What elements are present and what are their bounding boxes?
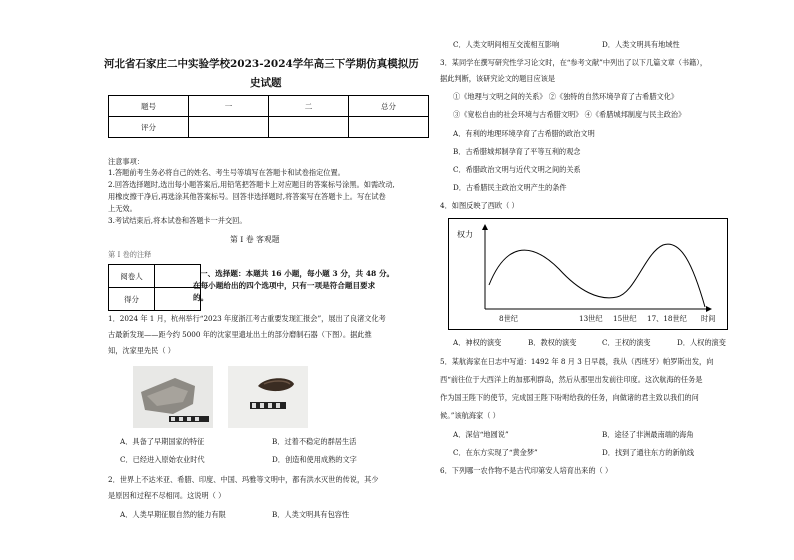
note-line: 1.答题前考生务必将自己的姓名、考生号等填写在答题卡和试卷指定位置。 [108, 168, 345, 177]
q4-option-c[interactable]: C．王权的演变 [602, 338, 651, 347]
q3-option-d[interactable]: D．古希腊民主政治文明产生的条件 [453, 183, 567, 192]
q1-stem: 知，沈家里先民（ ） [108, 346, 175, 355]
q4-tick-label: 15世纪 [613, 314, 637, 323]
q3-stem: 据此判断，该研究论文的题目应该是 [440, 74, 556, 83]
q6-stem: 6．下列哪一农作物不是古代印第安人培育出来的（ ） [440, 466, 613, 475]
q1-option-b[interactable]: B．过着不稳定的群居生活 [272, 437, 357, 446]
q5-option-a[interactable]: A．深信“地圆说” [453, 430, 509, 439]
q3-option-c[interactable]: C．希腊政治文明与近代文明之间的关系 [453, 165, 581, 174]
q4-option-a[interactable]: A．神权的演变 [453, 338, 502, 347]
q2-option-c[interactable]: C．人类文明间相互交流相互影响 [453, 40, 560, 49]
stone-tool-photo-2 [228, 366, 308, 428]
note-line: 3.考试结束后,将本试卷和答题卡一并交回。 [108, 216, 247, 225]
review-score-label: 得分 [109, 288, 155, 311]
part-heading: 一、选择题：本题共 16 小题，每小题 3 分，共 48 分。 [200, 269, 395, 278]
reviewer-label: 阅卷人 [109, 265, 155, 288]
q4-ylabel: 权力 [457, 230, 473, 239]
score-table [108, 95, 429, 138]
score-header-number: 题号 [109, 96, 189, 117]
notes-heading: 注意事项： [108, 157, 144, 166]
page-title-line2: 史试题 [250, 77, 282, 89]
q5-stem: 5．某航海家在日志中写道：1492 年 8 月 3 日早晨，我从（西班牙）帕罗斯出发，向 [440, 357, 714, 366]
q5-stem: 候。”该航海家（ ） [440, 411, 500, 420]
note-line: 用橡皮擦干净后,再选涂其他答案标号。回答非选择题时,将答案写在答题卡上。写在试卷 [108, 192, 386, 201]
q2-option-b[interactable]: B．人类文明具有包容性 [272, 510, 350, 519]
q4-tick-label: 13世纪 [579, 314, 603, 323]
q3-option-a[interactable]: A．有利的地理环境孕育了古希腊的政治文明 [453, 129, 595, 138]
q2-option-d[interactable]: D．人类文明具有地域性 [602, 40, 680, 49]
page-title-line1: 河北省石家庄二中实验学校2023-2024学年高三下学期仿真模拟历 [104, 58, 419, 70]
q4-figure [448, 218, 728, 330]
q5-option-c[interactable]: C．在东方实现了“黄金梦” [453, 448, 538, 457]
section-note: 第 I 卷的注释 [108, 250, 152, 259]
q3-reference: ①《地理与文明之间的关系》 ②《独特的自然环境孕育了古希腊文化》 [453, 92, 679, 101]
q2-option-a[interactable]: A．人类早期征服自然的能力有限 [120, 510, 226, 519]
q3-stem: 3．某同学在撰写研究性学习论文时，在“参考文献”中列出了以下几篇文章（书籍）， [440, 58, 708, 67]
q4-option-b[interactable]: B．教权的演变 [528, 338, 577, 347]
q5-stem: 作为国王陛下的使节，完成国王陛下吩咐给我的任务，向做诸的君主致以我们的问 [440, 393, 699, 402]
q1-stem: 1．2024 年 1 月，杭州举行“2023 年度浙江考古重要发现汇报会”，展出了良渚文化考 [108, 314, 386, 323]
score-row-label: 评分 [109, 117, 189, 138]
score-cell [269, 117, 349, 138]
section-title: 第 I 卷 客观题 [230, 235, 280, 244]
score-header-part2: 二 [269, 96, 349, 117]
score-cell [349, 117, 429, 138]
q5-stem: 西“前往位于大西洋上的加那利群岛，然后从那里出发前往印度。这次航海的任务是 [440, 375, 703, 384]
q1-option-d[interactable]: D．创造和使用成熟的文字 [272, 455, 357, 464]
part-heading: 在每小题给出的四个选项中，只有一项是符合题目要求 [193, 281, 376, 290]
part-heading: 的。 [193, 293, 209, 302]
q4-tick-label: 17、18世纪 [647, 314, 687, 323]
review-box [108, 264, 201, 311]
note-line: 2.回答选择题时,选出每小题答案后,用铅笔把答题卡上对应题目的答案标号涂黑。如需改动, [108, 180, 395, 189]
score-header-part1: 一 [189, 96, 269, 117]
q1-stem: 古最新发现——距今约 5000 年的沈家里遗址出土的部分磨制石器（下图）。据此推 [108, 330, 372, 339]
q2-stem: 是原因和过程不尽相同。这说明（ ） [108, 491, 226, 500]
q5-option-b[interactable]: B．途径了非洲最南端的海角 [602, 430, 694, 439]
q4-option-d[interactable]: D．人权的演变 [677, 338, 726, 347]
q1-option-c[interactable]: C．已经进入原始农业时代 [120, 455, 205, 464]
q1-option-a[interactable]: A．具备了早期国家的特征 [120, 437, 205, 446]
stone-tool-photo-1 [133, 366, 213, 428]
q4-stem: 4．如图反映了西欧（ ） [440, 201, 519, 210]
q2-stem: 2．世界上不达米亚、希腊、印度、中国、玛雅等文明中，都有洪水灭世的传说，其少 [108, 475, 379, 484]
score-header-total: 总分 [349, 96, 429, 117]
q4-tick-label: 8世纪 [499, 314, 518, 323]
q4-tick-label: 时间 [701, 314, 716, 323]
power-curve [489, 244, 705, 307]
score-cell [189, 117, 269, 138]
q3-option-b[interactable]: B．古希腊城邦制孕育了平等互利的观念 [453, 147, 581, 156]
q5-option-d[interactable]: D．找到了通往东方的新航线 [602, 448, 695, 457]
note-line: 上无效。 [108, 204, 137, 213]
q3-reference: ③《宽松自由的社会环境与古希腊文明》 ④《希腊城邦制度与民主政治》 [453, 110, 686, 119]
